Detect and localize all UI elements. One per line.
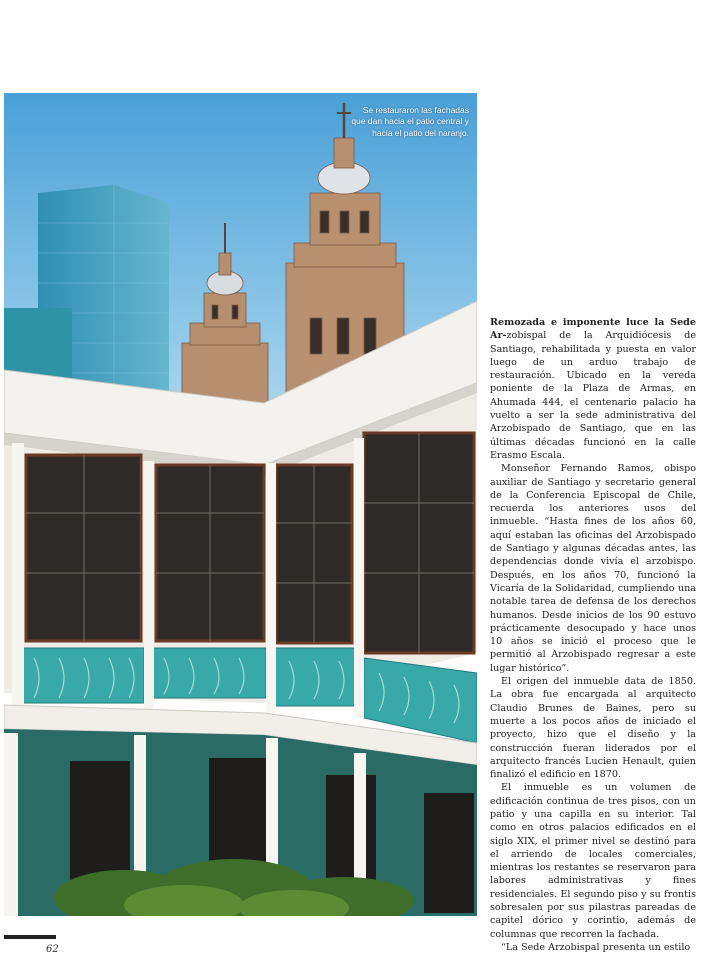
page-number: 62 xyxy=(46,944,59,955)
article-body xyxy=(490,316,696,954)
paragraph-3: El origen del inmueble data de 1850. La obra fue encargada al arquitecto Claudio Brunes de Baines, pero su muerte a los pocos años de iniciado el proyecto, hizo que el diseño y la construcción fueran liderados por el arquitecto francés Lucien Henault, quien finalizó el edificio en 1870. xyxy=(490,676,696,781)
courtyard-photo xyxy=(4,93,477,916)
paragraph-1-text: zobispal de la Arquidiócesis de Santiago, rehabilitada y puesta en valor luego de un arduo trabajo de restauración. Ubicado en la vereda poniente de la Plaza de Armas, en Ahumada 444, el centenario palacio ha vuelto a ser la sede administrativa del Arzobispado de Santiago, que en las últimas décadas funcionó en la calle Erasmo Escala. xyxy=(490,330,696,461)
photo-caption: Se restauraron las fachadas que dan hacia el patio central y hacia el patio del naranjo. xyxy=(351,105,469,138)
paragraph-1 xyxy=(490,316,696,462)
footer-rule xyxy=(4,935,56,939)
paragraph-4: El inmueble es un volumen de edificación continua de tres pisos, con un patio y una capilla en su interior. Tal como en otros palacios edificados en el siglo XIX, el primer nivel se destinó para el arriendo de locales comerciales, mientras los restantes se reservaron para labores administrativas y fines residenciales. El segundo piso y su frontis sobresalen por sus pilastras pareadas de capitel dórico y corintio, además de columnas que recorren la fachada. xyxy=(490,782,696,940)
paragraph-5: “La Sede Arzobispal presenta un estilo xyxy=(501,941,691,953)
paragraph-2: Monseñor Fernando Ramos, obispo auxiliar de Santiago y secretario general de la Conferencia Episcopal de Chile, recuerda los anteriores usos del inmueble. “Hasta fines de los años 60, aquí estaban las oficinas del Arzobispado de Santiago y algunas décadas antes, las dependencias donde vivía el arzobispo. Después, en los años 70, funcionó la Vicaría de la Solidaridad, cumpliendo una notable tarea de defensa de los derechos humanos. Desde inicios de los 90 estuvo prácticamente desocupado y hace unos 10 años se inició el proceso que le permitió al Arzobispado regresar a este lugar histórico”. xyxy=(490,463,696,674)
lead-text: Remozada e imponente luce la Sede Ar- xyxy=(490,317,696,342)
